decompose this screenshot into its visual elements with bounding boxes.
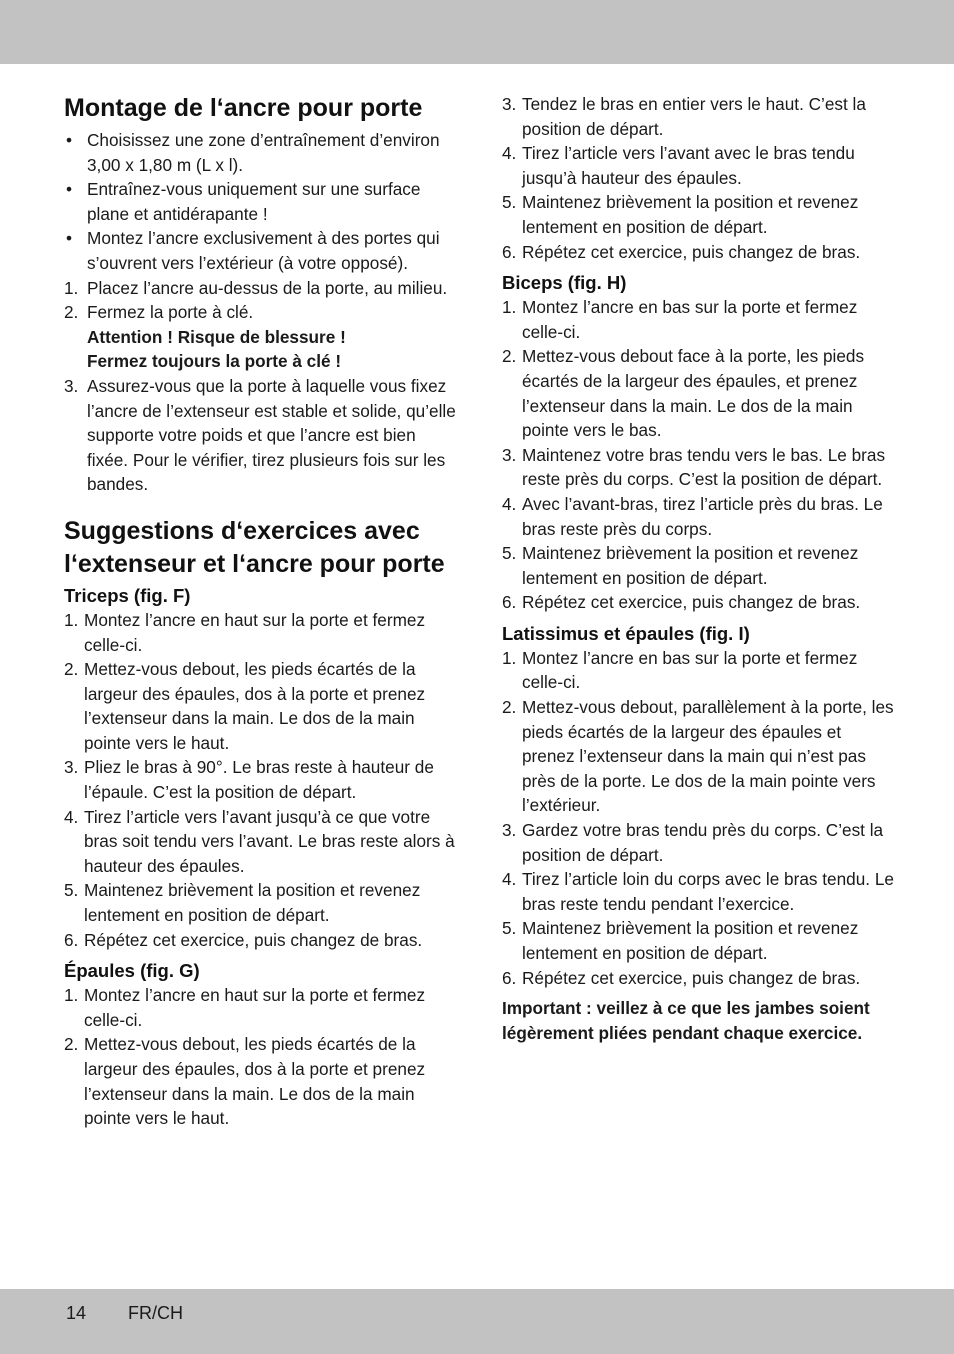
list-item: 1. Montez l’ancre en bas sur la porte et fermez celle-ci. — [502, 297, 858, 342]
latissimus-steps — [502, 646, 894, 990]
list-item: 1. Montez l’ancre en haut sur la porte et fermez celle-ci. — [64, 985, 426, 1030]
list-item: 3. Maintenez votre bras tendu vers le bas. Le bras reste près du corps. C’est la position de départ. — [502, 444, 886, 490]
list-item: 3. Assurez-vous que la porte à laquelle vous fixez l’ancre de l’extenseur est stable et solide, qu’elle supporte votre poids et que l’ancre est bien fixée. Pour le vérifier, tirez plusieurs fois sur les bandes. — [64, 375, 456, 495]
list-item: 5. Maintenez brièvement la position et revenez lentement en position de départ. — [502, 543, 859, 588]
epaules-steps-part2 — [502, 92, 894, 264]
list-item: 1. Montez l’ancre en bas sur la porte et fermez celle-ci. — [502, 647, 858, 693]
list-item: 6. Répétez cet exercice, puis changez de bras. — [502, 967, 861, 988]
list-item: 6. Répétez cet exercice, puis changez de bras. — [64, 929, 423, 950]
list-item: • Entraînez-vous uniquement sur une surface plane et antidérapante ! — [66, 179, 421, 224]
epaules-steps-part1 — [64, 983, 456, 1131]
warning-text: Fermez toujours la porte à clé ! — [87, 351, 342, 372]
section-title-exercices: Suggestions d‘exercices avec l‘extenseur et l‘ancre pour porte — [64, 516, 445, 578]
list-item: • Montez l’ancre exclusivement à des portes qui s’ouvrent vers l’extérieur (à votre opposé). — [66, 228, 440, 273]
header-band — [0, 0, 954, 64]
montage-bullet-list — [64, 128, 456, 276]
list-item: 3. Gardez votre bras tendu près du corps. C’est la position de départ. — [502, 820, 884, 865]
list-item: 5. Maintenez brièvement la position et revenez lentement en position de départ. — [64, 880, 421, 926]
important-note: Important : veillez à ce que les jambes soient légèrement pliées pendant chaque exercice. — [502, 998, 870, 1043]
list-item: 6. Répétez cet exercice, puis changez de bras. — [502, 592, 861, 613]
list-item: 4. Tirez l’article vers l’avant avec le bras tendu jusqu’à hauteur des épaules. — [502, 143, 855, 188]
list-item: 3. Tendez le bras en entier vers le haut. C’est la position de départ. — [502, 94, 866, 139]
subheading-triceps: Triceps (fig. F) — [64, 584, 191, 606]
left-column — [64, 92, 456, 1131]
list-item: 3. Pliez le bras à 90°. Le bras reste à hauteur de l’épaule. C’est la position de départ. — [64, 757, 434, 803]
subheading-epaules: Épaules (fig. G) — [64, 960, 200, 982]
list-item: 2. Mettez-vous debout, les pieds écartés de la largeur des épaules, dos à la porte et prenez l’extenseur dans la main. Le dos de la main pointe vers le haut. — [64, 659, 426, 753]
warning-text: Attention ! Risque de blessure ! — [87, 326, 346, 347]
subheading-latissimus: Latissimus et épaules (fig. I) — [502, 622, 750, 644]
biceps-steps — [502, 295, 894, 615]
list-item: 5. Maintenez brièvement la position et revenez lentement en position de départ. — [502, 192, 859, 237]
page-number: 14 — [66, 1303, 87, 1323]
triceps-steps — [64, 608, 456, 952]
list-item: 2. Mettez-vous debout, parallèlement à la porte, les pieds écartés de la largeur des épaules et prenez l’extenseur dans la main qui n’est pas près de la porte. Le dos de la main pointe vers l’extérieur. — [502, 697, 894, 816]
montage-steps — [64, 276, 456, 497]
subheading-biceps: Biceps (fig. H) — [502, 272, 627, 294]
list-item: 4. Tirez l’article loin du corps avec le bras tendu. Le bras reste tendu pendant l’exercice. — [502, 869, 894, 914]
list-item: 6. Répétez cet exercice, puis changez de bras. — [502, 241, 861, 262]
list-item: 4. Avec l’avant-bras, tirez l’article près du bras. Le bras reste près du corps. — [502, 493, 883, 539]
language-code: FR/CH — [128, 1303, 183, 1323]
list-item: 2. Mettez-vous debout, les pieds écartés de la largeur des épaules, dos à la porte et prenez l’extenseur dans la main. Le dos de la main pointe vers le haut. — [64, 1034, 426, 1129]
list-item: 1. Placez l’ancre au-dessus de la porte, au milieu. — [64, 277, 448, 298]
list-item: 4. Tirez l’article vers l’avant jusqu’à ce que votre bras soit tendu vers l’avant. Le bras reste alors à hauteur des épaules. — [64, 806, 455, 876]
list-item: 2. Fermez la porte à clé. Attention ! Risque de blessure ! Fermez toujours la porte à clé ! — [64, 300, 456, 374]
list-item: 5. Maintenez brièvement la position et revenez lentement en position de départ. — [502, 918, 859, 963]
list-item: 2. Mettez-vous debout face à la porte, les pieds écartés de la largeur des épaules, et prenez l’extenseur dans la main. Le dos de la main pointe vers le bas. — [502, 346, 865, 441]
right-column — [502, 92, 894, 1045]
list-item: 1. Montez l’ancre en haut sur la porte et fermez celle-ci. — [64, 609, 426, 655]
section-title-montage: Montage de l‘ancre pour porte — [64, 94, 423, 122]
list-item: • Choisissez une zone d’entraînement d’environ 3,00 x 1,80 m (L x l). — [66, 130, 440, 175]
